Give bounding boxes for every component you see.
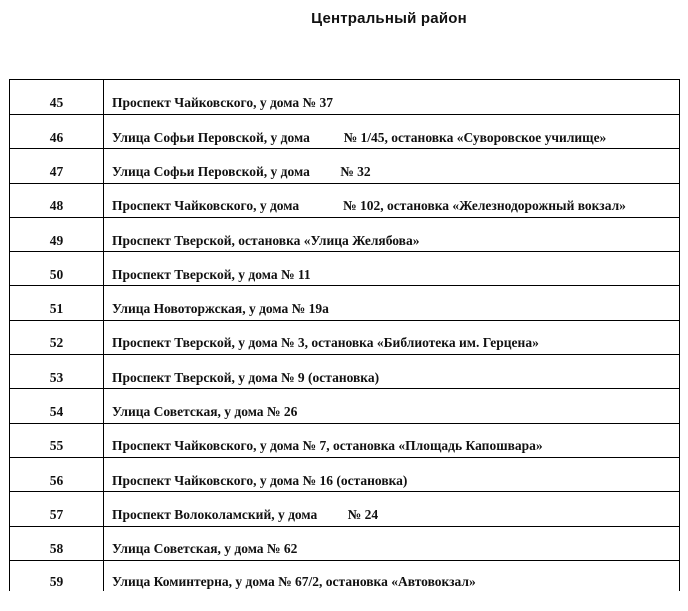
table-row	[10, 355, 680, 389]
table-row	[10, 492, 680, 526]
table-row	[10, 183, 680, 217]
table-row	[10, 389, 680, 423]
row-address: Улица Софьи Перовской, у дома № 32	[104, 149, 680, 183]
district-heading-text: Центральный район	[311, 10, 467, 27]
table-row	[10, 457, 680, 491]
row-address: Улица Советская, у дома № 62	[104, 526, 680, 560]
row-number: 51	[10, 286, 104, 320]
row-address: Проспект Тверской, у дома № 3, остановка «Библиотека им. Герцена»	[104, 320, 680, 354]
row-address: Улица Новоторжская, у дома № 19а	[104, 286, 680, 320]
table-row	[10, 286, 680, 320]
row-address: Проспект Тверской, у дома № 11	[104, 252, 680, 286]
district-heading	[0, 10, 688, 27]
row-number: 45	[10, 80, 104, 115]
table-row	[10, 217, 680, 251]
row-address: Улица Советская, у дома № 26	[104, 389, 680, 423]
row-number: 59	[10, 560, 104, 591]
row-number: 56	[10, 457, 104, 491]
row-number: 57	[10, 492, 104, 526]
stops-table	[9, 79, 680, 591]
row-address: Проспект Чайковского, у дома № 16 (остановка)	[104, 457, 680, 491]
row-number: 48	[10, 183, 104, 217]
table-row	[10, 115, 680, 149]
row-number: 54	[10, 389, 104, 423]
table-row	[10, 320, 680, 354]
row-number: 52	[10, 320, 104, 354]
row-address: Проспект Чайковского, у дома № 37	[104, 80, 680, 115]
row-address: Проспект Чайковского, у дома № 7, остановка «Площадь Капошвара»	[104, 423, 680, 457]
row-address: Проспект Тверской, остановка «Улица Желябова»	[104, 217, 680, 251]
table-row	[10, 149, 680, 183]
table-row	[10, 560, 680, 591]
row-number: 53	[10, 355, 104, 389]
table-row	[10, 252, 680, 286]
row-address: Улица Софьи Перовской, у дома № 1/45, остановка «Суворовское училище»	[104, 115, 680, 149]
table-row	[10, 423, 680, 457]
row-number: 47	[10, 149, 104, 183]
row-address: Проспект Волоколамский, у дома № 24	[104, 492, 680, 526]
row-number: 55	[10, 423, 104, 457]
table-row	[10, 526, 680, 560]
row-address: Проспект Тверской, у дома № 9 (остановка)	[104, 355, 680, 389]
row-number: 58	[10, 526, 104, 560]
row-number: 50	[10, 252, 104, 286]
row-number: 46	[10, 115, 104, 149]
row-address: Проспект Чайковского, у дома № 102, остановка «Железнодорожный вокзал»	[104, 183, 680, 217]
row-number: 49	[10, 217, 104, 251]
row-address: Улица Коминтерна, у дома № 67/2, остановка «Автовокзал»	[104, 560, 680, 591]
table-row	[10, 80, 680, 115]
